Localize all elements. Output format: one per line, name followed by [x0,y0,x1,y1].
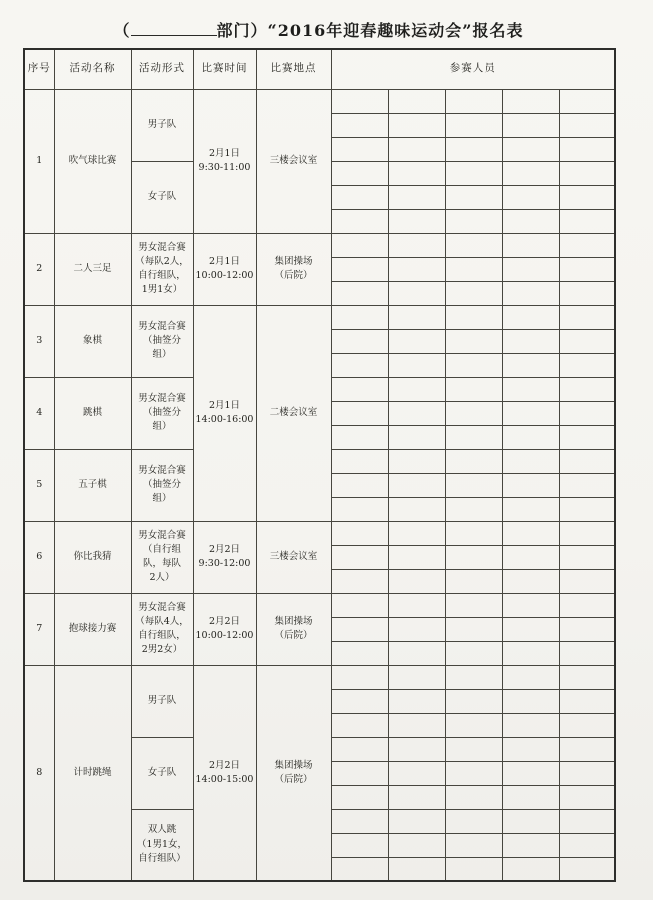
participant-cell [559,305,615,329]
header-no [24,49,54,89]
time-cell [193,593,256,665]
table-row [24,305,615,329]
cell-text-line: 14:00-15:00 [195,773,254,785]
participant-cell [388,425,445,449]
venue-cell [256,305,331,521]
participant-cell [502,641,559,665]
table-row [24,89,615,113]
participant-cell [331,857,388,881]
participant-cell [445,401,502,425]
cell-text-line: 2 [36,262,43,274]
participant-cell [559,521,615,545]
participant-cell [445,761,502,785]
participant-cell [331,593,388,617]
participant-cell [559,281,615,305]
participant-cell [388,833,445,857]
participant-cell [388,569,445,593]
participant-cell [445,113,502,137]
participant-cell [502,425,559,449]
participant-cell [502,257,559,281]
participant-cell [388,689,445,713]
cell-text-line: 计时跳绳 [73,766,112,778]
participant-cell [502,497,559,521]
registration-table [23,48,616,882]
cell-text-line: 2月2日 [208,543,241,555]
participant-cell [331,161,388,185]
participant-cell [445,785,502,809]
participant-cell [331,89,388,113]
participant-cell [388,161,445,185]
participant-cell [445,737,502,761]
participant-cell [331,377,388,401]
participant-cell [445,305,502,329]
cell-text-line: （后院） [274,630,313,641]
participant-cell [331,185,388,209]
participant-cell [331,401,388,425]
title-dept-suffix: 部门） [216,21,268,40]
participant-cell [388,521,445,545]
cell-text-line: 8 [36,766,43,778]
participant-cell [559,329,615,353]
header-competition-time [193,49,256,89]
participant-cell [331,713,388,737]
participant-cell [331,569,388,593]
cell-text-line: 活动形式 [139,62,185,75]
activity-name-cell [54,89,131,233]
participant-cell [388,257,445,281]
activity-no-cell [24,233,54,305]
participant-cell [331,665,388,689]
participant-cell [445,425,502,449]
participant-cell [502,209,559,233]
participant-cell [331,329,388,353]
participant-cell [331,761,388,785]
participant-cell [559,641,615,665]
participant-cell [388,281,445,305]
participant-cell [445,209,502,233]
participant-cell [388,641,445,665]
participant-cell [502,329,559,353]
participant-cell [502,353,559,377]
cell-text-line: 2月1日 [208,399,241,411]
activity-no-cell [24,89,54,233]
participant-cell [559,785,615,809]
participant-cell [502,713,559,737]
activity-name-cell [54,665,131,881]
participant-cell [331,833,388,857]
participant-cell [502,281,559,305]
cell-text-line: 2人） [149,572,175,584]
participant-cell [388,785,445,809]
participant-cell [559,761,615,785]
activity-name-cell [54,377,131,449]
cell-text-line: 抱球接力赛 [68,622,117,634]
cell-text-line: 组） [152,493,172,505]
cell-text-line: 9:30-12:00 [198,558,251,569]
participant-cell [445,617,502,641]
cell-text-line: 男女混合赛 [138,464,186,476]
cell-text-line: 自行组队， [138,270,186,281]
cell-text-line: 女子队 [147,766,177,778]
participant-cell [559,113,615,137]
cell-text-line: 7 [36,622,43,634]
participant-cell [502,617,559,641]
participant-cell [502,521,559,545]
participant-cell [388,713,445,737]
participant-cell [331,305,388,329]
form-cell [131,377,193,449]
table-row [24,665,615,689]
form-cell [131,89,193,161]
cell-text-line: （后院） [274,270,313,281]
participant-cell [445,521,502,545]
cell-text-line: 4 [36,406,43,418]
activity-no-cell [24,305,54,377]
participant-cell [331,473,388,497]
participant-cell [388,401,445,425]
participant-cell [502,185,559,209]
cell-text-line: 五子棋 [78,478,107,490]
activity-no-cell [24,521,54,593]
participant-cell [445,329,502,353]
participant-cell [559,689,615,713]
participant-cell [559,233,615,257]
activity-no-cell [24,665,54,881]
form-cell [131,737,193,809]
participant-cell [445,665,502,689]
participant-cell [559,377,615,401]
cell-text-line: 2月2日 [208,759,241,771]
participant-cell [331,785,388,809]
cell-text-line: 活动名称 [69,62,116,75]
cell-text-line: 女子队 [147,190,177,202]
participant-cell [445,353,502,377]
participant-cell [559,257,615,281]
cell-text-line: 自行组队， [138,630,186,641]
cell-text-line: 自行组队） [138,852,186,864]
form-cell [131,233,193,305]
participant-cell [502,473,559,497]
participant-cell [388,593,445,617]
participant-cell [331,209,388,233]
participant-cell [559,809,615,833]
participant-cell [388,185,445,209]
cell-text-line: 2月2日 [208,615,241,627]
participant-cell [388,209,445,233]
cell-text-line: 二楼会议室 [269,406,318,418]
participant-cell [502,449,559,473]
participant-cell [445,161,502,185]
participant-cell [445,857,502,881]
participant-cell [445,809,502,833]
time-cell [193,521,256,593]
participant-cell [445,89,502,113]
table-row [24,521,615,545]
department-blank-line [131,22,217,36]
page-title [23,18,614,41]
participant-cell [331,641,388,665]
cell-text-line: 双人跳 [147,824,177,836]
participant-cell [331,281,388,305]
cell-text-line: （每队2人， [135,255,189,267]
participant-cell [331,737,388,761]
participant-cell [445,593,502,617]
venue-cell [256,89,331,233]
participant-cell [388,233,445,257]
participant-cell [502,593,559,617]
venue-cell [256,665,331,881]
participant-cell [559,617,615,641]
participant-cell [559,185,615,209]
cell-text-line: （抽签分 [142,406,181,418]
participant-cell [559,857,615,881]
cell-text-line: 比赛时间 [201,62,248,75]
cell-text-line: 三楼会议室 [269,550,318,562]
cell-text-line: 男子队 [147,118,177,130]
participant-cell [559,665,615,689]
cell-text-line: （抽签分 [142,478,181,490]
participant-cell [559,833,615,857]
participant-cell [502,113,559,137]
form-cell [131,593,193,665]
header-activity-form [131,49,193,89]
participant-cell [445,233,502,257]
participant-cell [331,449,388,473]
participant-cell [388,329,445,353]
participant-cell [559,593,615,617]
cell-text-line: 2月1日 [208,147,241,159]
participant-cell [445,281,502,305]
activity-name-cell [54,233,131,305]
activity-no-cell [24,449,54,521]
participant-cell [502,737,559,761]
participant-cell [502,401,559,425]
participant-cell [502,665,559,689]
cell-text-line: 集团操场 [274,255,313,267]
participant-cell [331,545,388,569]
participant-cell [388,665,445,689]
cell-text-line: 9:30-11:00 [198,162,251,173]
header-activity-name [54,49,131,89]
activity-no-cell [24,593,54,665]
form-cell [131,305,193,377]
participant-cell [502,833,559,857]
participant-cell [559,497,615,521]
table-row [24,593,615,617]
venue-cell [256,593,331,665]
participant-cell [559,569,615,593]
participant-cell [331,497,388,521]
participant-cell [445,545,502,569]
participant-cell [331,233,388,257]
participant-cell [388,761,445,785]
table-header [24,49,615,89]
participant-cell [559,89,615,113]
participant-cell [331,425,388,449]
participant-cell [502,137,559,161]
cell-text-line: 队，每队 [142,558,181,569]
participant-cell [331,809,388,833]
participant-cell [502,545,559,569]
participant-cell [502,377,559,401]
participant-cell [388,137,445,161]
cell-text-line: （后院） [274,773,313,785]
cell-text-line: 男女混合赛 [138,392,186,404]
participant-cell [559,137,615,161]
participant-cell [331,689,388,713]
participant-cell [445,473,502,497]
activity-no-cell [24,377,54,449]
participant-cell [559,545,615,569]
header-participants [331,49,615,89]
participant-cell [388,497,445,521]
activity-name-cell [54,305,131,377]
participant-cell [388,545,445,569]
cell-text-line: （自行组 [142,543,181,555]
time-cell [193,665,256,881]
participant-cell [502,785,559,809]
participant-cell [388,857,445,881]
cell-text-line: 序号 [27,62,51,75]
participant-cell [331,137,388,161]
participant-cell [559,353,615,377]
participant-cell [388,473,445,497]
cell-text-line: 5 [36,478,43,490]
participant-cell [331,521,388,545]
cell-text-line: 组） [152,349,172,361]
participant-cell [331,353,388,377]
cell-text-line: （1男1女， [136,838,188,850]
cell-text-line: 2月1日 [208,255,241,267]
participant-cell [388,353,445,377]
table-body [24,89,615,881]
participant-cell [445,641,502,665]
cell-text-line: （每队4人， [135,615,189,627]
activity-name-cell [54,593,131,665]
cell-text-line: 6 [36,550,43,562]
header-competition-venue [256,49,331,89]
cell-text-line: 二人三足 [73,262,112,274]
participant-cell [559,449,615,473]
form-cell [131,161,193,233]
header-row [24,49,615,89]
activity-name-cell [54,449,131,521]
participant-cell [502,233,559,257]
cell-text-line: 三楼会议室 [269,154,318,166]
participant-cell [559,161,615,185]
cell-text-line: 集团操场 [274,615,313,627]
participant-cell [559,401,615,425]
participant-cell [388,737,445,761]
cell-text-line: 2男2女） [141,644,183,656]
participant-cell [331,257,388,281]
participant-cell [502,857,559,881]
cell-text-line: 吹气球比赛 [68,154,117,166]
participant-cell [502,161,559,185]
participant-cell [388,89,445,113]
participant-cell [559,737,615,761]
participant-cell [559,425,615,449]
cell-text-line: 比赛地点 [270,62,317,75]
participant-cell [331,113,388,137]
participant-cell [388,377,445,401]
cell-text-line: 男女混合赛 [138,529,186,541]
participant-cell [559,713,615,737]
cell-text-line: 1 [36,154,43,166]
participant-cell [388,449,445,473]
cell-text-line: 10:00-12:00 [195,630,254,641]
participant-cell [502,305,559,329]
participant-cell [445,185,502,209]
participant-cell [445,257,502,281]
time-cell [193,233,256,305]
participant-cell [445,497,502,521]
cell-text-line: （抽签分 [142,334,181,346]
time-cell [193,305,256,521]
participant-cell [502,809,559,833]
cell-text-line: 10:00-12:00 [195,270,254,281]
venue-cell [256,233,331,305]
cell-text-line: 男女混合赛 [138,320,186,332]
participant-cell [559,473,615,497]
activity-name-cell [54,521,131,593]
cell-text-line: 你比我猜 [73,550,112,562]
participant-cell [502,761,559,785]
participant-cell [559,209,615,233]
participant-cell [445,137,502,161]
participant-cell [502,689,559,713]
participant-cell [445,449,502,473]
cell-text-line: 男女混合赛 [138,601,186,613]
title-open-paren: （ [113,21,131,40]
cell-text-line: 参赛人员 [449,62,496,75]
participant-cell [445,377,502,401]
cell-text-line: 1男1女） [141,284,183,296]
table-row [24,233,615,257]
cell-text-line: 男女混合赛 [138,241,186,253]
time-cell [193,89,256,233]
participant-cell [502,569,559,593]
participant-cell [445,569,502,593]
participant-cell [445,713,502,737]
participant-cell [502,89,559,113]
cell-text-line: 3 [36,334,43,346]
title-event-name: “2016年迎春趣味运动会”报名表 [267,21,524,40]
participant-cell [388,305,445,329]
form-cell [131,665,193,737]
participant-cell [388,113,445,137]
cell-text-line: 14:00-16:00 [195,414,254,425]
participant-cell [331,617,388,641]
cell-text-line: 集团操场 [274,759,313,771]
cell-text-line: 男子队 [147,694,177,706]
participant-cell [388,809,445,833]
form-cell [131,809,193,881]
cell-text-line: 组） [152,421,172,433]
cell-text-line: 象棋 [82,334,102,346]
form-cell [131,449,193,521]
venue-cell [256,521,331,593]
cell-text-line: 跳棋 [82,406,102,418]
form-cell [131,521,193,593]
participant-cell [445,833,502,857]
participant-cell [445,689,502,713]
participant-cell [388,617,445,641]
